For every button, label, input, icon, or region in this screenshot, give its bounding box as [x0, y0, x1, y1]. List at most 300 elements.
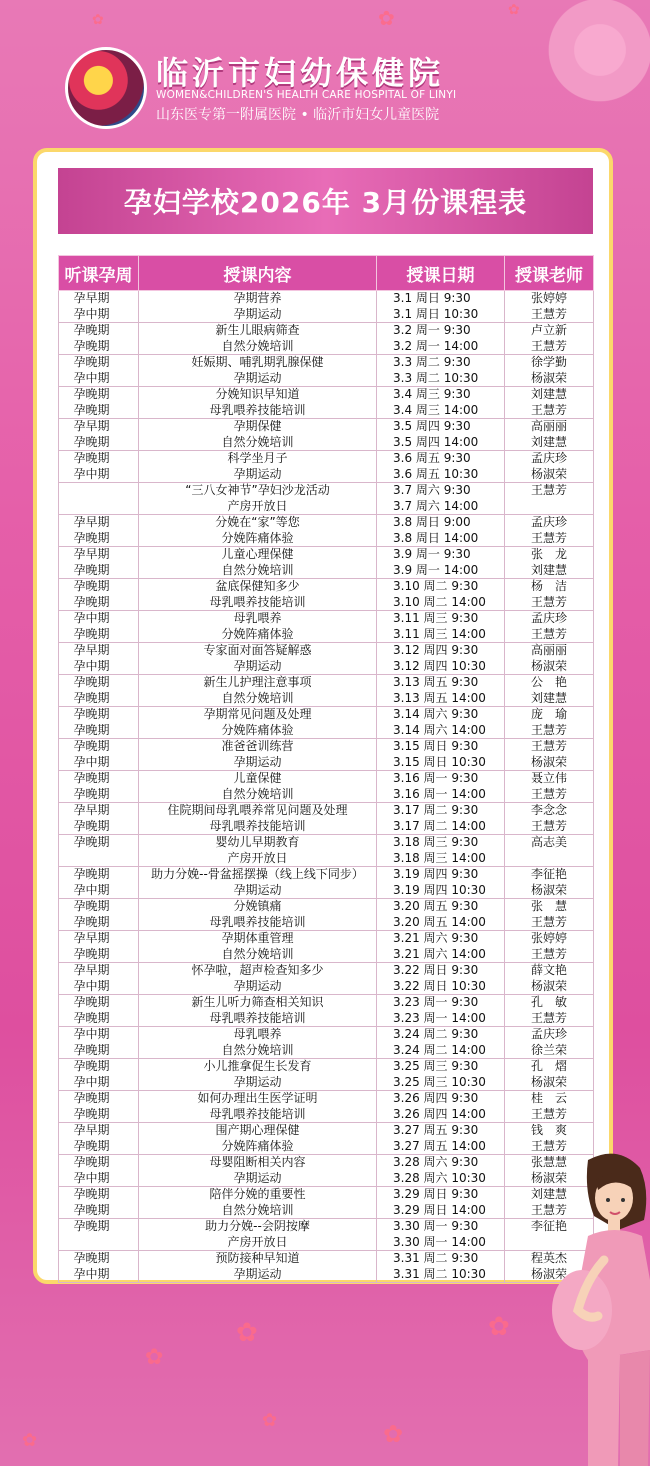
flower-icon: ✿: [383, 1420, 404, 1448]
teacher-cell-line: 庞 瑜: [530, 707, 567, 721]
term-cell-line: 孕早期: [73, 419, 110, 433]
teacher-cell: [505, 643, 594, 675]
topic-cell-line: 母乳喂养技能培训: [209, 818, 306, 833]
table-row: [59, 611, 594, 643]
table-row: [59, 387, 594, 419]
topic-cell: [139, 1027, 377, 1059]
topic-cell: [139, 1123, 377, 1155]
term-cell: [59, 707, 139, 739]
table-row: [59, 995, 594, 1027]
teacher-cell: [505, 323, 594, 355]
topic-cell: [139, 547, 377, 579]
date-cell: [377, 1027, 505, 1059]
teacher-cell-line: 卢立新: [530, 323, 567, 337]
table-row: [59, 1123, 594, 1155]
table-row: [59, 579, 594, 611]
term-cell: [59, 1219, 139, 1251]
date-cell: [377, 707, 505, 739]
teacher-cell-line: 王慧芳: [530, 1106, 567, 1121]
term-cell-line: 孕中期: [73, 658, 110, 673]
table-row: [59, 355, 594, 387]
date-cell: [377, 1187, 505, 1219]
teacher-cell-line: 王慧芳: [530, 402, 567, 417]
topic-cell-line: 自然分娩培训: [221, 338, 294, 353]
table-row: [59, 547, 594, 579]
term-cell: [59, 1059, 139, 1091]
table-row: [59, 323, 594, 355]
term-cell-line: 孕晚期: [73, 451, 110, 465]
topic-cell-line: 孕期运动: [233, 370, 282, 385]
topic-cell-line: 儿童心理保健: [221, 547, 294, 561]
teacher-cell-line: 王慧芳: [530, 946, 567, 961]
date-cell-line: 3.1 周日 10:30: [393, 306, 479, 321]
table-row: [59, 1251, 594, 1283]
teacher-cell-line: 张慧慧: [530, 1155, 567, 1169]
term-cell: [59, 1091, 139, 1123]
date-cell: [377, 483, 505, 515]
topic-cell-line: 自然分娩培训: [221, 690, 294, 705]
date-cell-line: 3.13 周五 14:00: [393, 690, 486, 705]
teacher-cell-line: 孟庆珍: [530, 515, 567, 529]
term-cell-line: 孕晚期: [73, 402, 110, 417]
term-cell-line: [59, 499, 138, 515]
table-row: [59, 291, 594, 323]
teacher-cell: [505, 1027, 594, 1059]
teacher-cell-line: 刘建慧: [530, 562, 567, 577]
topic-cell-line: 分娩阵痛体验: [221, 722, 294, 737]
table-row: [59, 867, 594, 899]
topic-cell-line: 如何办理出生医学证明: [197, 1091, 318, 1105]
hospital-affiliations: 山东医专第一附属医院 • 临沂市妇女儿童医院: [156, 107, 440, 123]
teacher-cell: [505, 963, 594, 995]
term-cell-line: 孕晚期: [73, 914, 110, 929]
topic-cell-line: 助力分娩--会阴按摩: [205, 1219, 310, 1233]
term-cell-line: 孕晚期: [73, 1042, 110, 1057]
term-cell: [59, 387, 139, 419]
date-cell-line: 3.3 周二 10:30: [393, 370, 479, 385]
teacher-cell-line: 张婷婷: [530, 931, 567, 945]
topic-cell: [139, 739, 377, 771]
date-cell-line: 3.31 周二 10:30: [393, 1266, 486, 1281]
date-cell-line: 3.6 周五 10:30: [393, 466, 479, 481]
teacher-cell-line: 杨淑荣: [530, 658, 567, 673]
teacher-cell-line: 程英杰: [530, 1251, 567, 1265]
date-cell-line: 3.10 周二 14:00: [393, 594, 486, 609]
topic-cell-line: 孕期运动: [233, 882, 282, 897]
table-row: [59, 1219, 594, 1251]
topic-cell-line: 母乳喂养技能培训: [209, 594, 306, 609]
date-cell: [377, 739, 505, 771]
date-cell: [377, 867, 505, 899]
topic-cell: [139, 483, 377, 515]
date-cell-line: 3.4 周三 9:30: [393, 387, 471, 401]
table-row: [59, 643, 594, 675]
teacher-cell-line: 孔 敏: [530, 995, 567, 1009]
teacher-cell-line: [505, 851, 593, 867]
term-cell: [59, 1027, 139, 1059]
date-cell-line: 3.17 周二 9:30: [393, 803, 479, 817]
topic-cell: [139, 611, 377, 643]
teacher-cell: [505, 547, 594, 579]
topic-cell: [139, 899, 377, 931]
date-cell-line: 3.8 周日 14:00: [393, 530, 479, 545]
term-cell-line: 孕中期: [73, 882, 110, 897]
topic-cell-line: 孕期运动: [233, 658, 282, 673]
teacher-cell-line: 孔 熠: [530, 1059, 567, 1073]
date-cell: [377, 515, 505, 547]
term-cell: [59, 1187, 139, 1219]
term-cell-line: 孕晚期: [73, 530, 110, 545]
term-cell-line: 孕晚期: [73, 434, 110, 449]
teacher-cell: [505, 771, 594, 803]
date-cell-line: 3.12 周四 10:30: [393, 658, 486, 673]
teacher-cell-line: 高志美: [530, 835, 567, 849]
term-cell-line: [59, 1235, 138, 1251]
date-cell-line: 3.15 周日 10:30: [393, 754, 486, 769]
table-header-row: [59, 256, 594, 291]
topic-cell-line: 专家面对面答疑解惑: [203, 643, 312, 657]
teacher-cell: [505, 291, 594, 323]
teacher-cell: [505, 1091, 594, 1123]
topic-cell-line: 新生儿眼病筛查: [215, 323, 300, 337]
date-cell-line: 3.31 周二 9:30: [393, 1251, 479, 1265]
topic-cell-line: 助力分娩--骨盆摇摆操（线上线下同步）: [151, 867, 364, 881]
term-cell: [59, 803, 139, 835]
term-cell-line: 孕早期: [73, 963, 110, 977]
teacher-cell-line: 杨淑荣: [530, 978, 567, 993]
term-cell: [59, 1251, 139, 1283]
topic-cell-line: 孕期运动: [233, 1074, 282, 1089]
date-cell-line: 3.17 周二 14:00: [393, 818, 486, 833]
term-cell: [59, 963, 139, 995]
topic-cell: [139, 579, 377, 611]
term-cell: [59, 355, 139, 387]
topic-cell-line: 孕期营养: [233, 291, 282, 305]
term-cell-line: 孕晚期: [73, 835, 110, 849]
teacher-cell-line: 刘建慧: [530, 1187, 567, 1201]
date-cell: [377, 643, 505, 675]
date-cell: [377, 995, 505, 1027]
date-cell-line: 3.1 周日 9:30: [393, 291, 471, 305]
date-cell-line: 3.29 周日 9:30: [393, 1187, 479, 1201]
date-cell-line: 3.23 周一 14:00: [393, 1010, 486, 1025]
teacher-cell-line: 李征艳: [530, 867, 567, 881]
teacher-cell: [505, 387, 594, 419]
teacher-cell-line: 李征艳: [530, 1219, 567, 1233]
date-cell-line: 3.20 周五 9:30: [393, 899, 479, 913]
teacher-cell-line: 王慧芳: [530, 306, 567, 321]
date-cell: [377, 1155, 505, 1187]
term-cell-line: 孕早期: [73, 547, 110, 561]
topic-cell: [139, 1091, 377, 1123]
topic-cell: [139, 355, 377, 387]
term-cell-line: 孕中期: [73, 370, 110, 385]
term-cell-line: 孕晚期: [73, 675, 110, 689]
date-cell: [377, 419, 505, 451]
term-cell: [59, 675, 139, 707]
topic-cell-line: 住院期间母乳喂养常见问题及处理: [167, 803, 348, 817]
term-cell: [59, 835, 139, 867]
teacher-cell: [505, 931, 594, 963]
topic-cell-line: 妊娠期、哺乳期乳腺保健: [191, 355, 324, 369]
topic-cell-line: 孕期运动: [233, 978, 282, 993]
teacher-cell-line: 孟庆珍: [530, 611, 567, 625]
term-cell-line: 孕早期: [73, 291, 110, 305]
date-cell: [377, 771, 505, 803]
flower-icon: ✿: [22, 1430, 38, 1451]
date-cell-line: 3.30 周一 14:00: [393, 1234, 486, 1249]
teacher-cell-line: 王慧芳: [530, 818, 567, 833]
term-cell-line: 孕早期: [73, 1123, 110, 1137]
table-row: [59, 771, 594, 803]
teacher-cell: [505, 803, 594, 835]
term-cell: [59, 899, 139, 931]
term-cell-line: 孕晚期: [73, 1106, 110, 1121]
teacher-cell-line: 杨淑荣: [530, 1074, 567, 1089]
date-cell-line: 3.26 周四 14:00: [393, 1106, 486, 1121]
term-cell-line: [59, 851, 138, 867]
teacher-cell: [505, 483, 594, 515]
term-cell-line: 孕晚期: [73, 818, 110, 833]
table-row: [59, 419, 594, 451]
teacher-cell-line: 徐兰荣: [530, 1042, 567, 1057]
date-cell-line: 3.23 周一 9:30: [393, 995, 479, 1009]
teacher-cell-line: 薛文艳: [530, 963, 567, 977]
table-row: [59, 931, 594, 963]
term-cell-line: 孕中期: [73, 1074, 110, 1089]
topic-cell-line: 自然分娩培训: [221, 562, 294, 577]
date-cell-line: 3.16 周一 14:00: [393, 786, 486, 801]
teacher-cell-line: 杨淑荣: [530, 882, 567, 897]
topic-cell-line: 围产期心理保健: [215, 1123, 300, 1137]
topic-cell: [139, 1251, 377, 1283]
topic-cell: [139, 995, 377, 1027]
teacher-cell-line: 公 艳: [530, 675, 567, 689]
teacher-cell-line: 杨 洁: [530, 579, 567, 593]
date-cell-line: 3.18 周三 9:30: [393, 835, 479, 849]
term-cell-line: 孕晚期: [73, 899, 110, 913]
term-cell: [59, 291, 139, 323]
topic-cell: [139, 323, 377, 355]
teacher-cell-line: 王慧芳: [530, 1202, 567, 1217]
term-cell: [59, 1123, 139, 1155]
date-cell-line: 3.22 周日 10:30: [393, 978, 486, 993]
topic-cell-line: 孕期运动: [233, 306, 282, 321]
term-cell: [59, 323, 139, 355]
date-cell-line: 3.5 周四 14:00: [393, 434, 479, 449]
teacher-cell: [505, 675, 594, 707]
term-cell-line: 孕早期: [73, 803, 110, 817]
topic-cell: [139, 1219, 377, 1251]
teacher-cell-line: 杨淑荣: [530, 754, 567, 769]
date-cell-line: 3.19 周四 9:30: [393, 867, 479, 881]
date-cell-line: 3.5 周四 9:30: [393, 419, 471, 433]
topic-cell: [139, 931, 377, 963]
flower-icon: ✿: [508, 2, 520, 18]
term-cell-line: 孕晚期: [73, 626, 110, 641]
term-cell: [59, 451, 139, 483]
topic-cell: [139, 291, 377, 323]
topic-cell-line: 自然分娩培训: [221, 1202, 294, 1217]
date-cell: [377, 1059, 505, 1091]
table-row: [59, 739, 594, 771]
table-row: [59, 515, 594, 547]
date-cell-line: 3.28 周六 9:30: [393, 1155, 479, 1169]
topic-cell-line: 自然分娩培训: [221, 786, 294, 801]
date-cell-line: 3.26 周四 9:30: [393, 1091, 479, 1105]
date-cell-line: 3.10 周二 9:30: [393, 579, 479, 593]
topic-cell-line: 孕期保健: [233, 419, 282, 433]
teacher-cell-line: 杨淑荣: [530, 1170, 567, 1185]
teacher-cell: [505, 995, 594, 1027]
date-cell: [377, 291, 505, 323]
topic-cell: [139, 803, 377, 835]
date-cell: [377, 899, 505, 931]
topic-cell-line: 产房开放日: [227, 850, 288, 865]
topic-cell-line: 预防接种早知道: [215, 1251, 300, 1265]
header-topic: 授课内容: [139, 256, 377, 291]
topic-cell: [139, 963, 377, 995]
hospital-logo: [65, 47, 147, 129]
topic-cell-line: 自然分娩培训: [221, 946, 294, 961]
table-row: [59, 707, 594, 739]
term-cell: [59, 483, 139, 515]
table-row: [59, 1155, 594, 1187]
schedule-body: [59, 291, 594, 1283]
date-cell-line: 3.18 周三 14:00: [393, 850, 486, 865]
term-cell-line: 孕晚期: [73, 1187, 110, 1201]
term-cell: [59, 515, 139, 547]
topic-cell-line: 分娩阵痛体验: [221, 530, 294, 545]
schedule-table: [58, 255, 594, 1283]
table-row: [59, 899, 594, 931]
teacher-cell-line: 王慧芳: [530, 914, 567, 929]
date-cell-line: 3.27 周五 14:00: [393, 1138, 486, 1153]
topic-cell-line: 分娩镇痛: [233, 899, 282, 913]
teacher-cell-line: 王慧芳: [530, 1010, 567, 1025]
term-cell-line: 孕晚期: [73, 722, 110, 737]
teacher-cell-line: 孟庆珍: [530, 1027, 567, 1041]
term-cell: [59, 867, 139, 899]
teacher-cell-line: 王慧芳: [530, 626, 567, 641]
term-cell-line: 孕晚期: [73, 1010, 110, 1025]
teacher-cell-line: 徐学勤: [530, 355, 567, 369]
date-cell: [377, 451, 505, 483]
term-cell: [59, 643, 139, 675]
term-cell-line: 孕中期: [73, 306, 110, 321]
teacher-cell-line: 李念念: [530, 803, 567, 817]
topic-cell-line: 科学坐月子: [227, 451, 288, 465]
topic-cell-line: 陪伴分娩的重要性: [209, 1187, 306, 1201]
date-cell-line: 3.21 周六 14:00: [393, 946, 486, 961]
topic-cell-line: 孕期常见问题及处理: [203, 707, 312, 721]
date-cell-line: 3.6 周五 9:30: [393, 451, 471, 465]
date-cell-line: 3.7 周六 14:00: [393, 498, 479, 513]
date-cell: [377, 1091, 505, 1123]
topic-cell-line: 儿童保健: [233, 771, 282, 785]
teacher-cell: [505, 611, 594, 643]
table-row: [59, 483, 594, 515]
table-row: [59, 675, 594, 707]
flower-icon: ✿: [92, 12, 104, 28]
topic-cell: [139, 1187, 377, 1219]
table-row: [59, 963, 594, 995]
date-cell-line: 3.2 周一 9:30: [393, 323, 471, 337]
term-cell-line: 孕晚期: [73, 739, 110, 753]
table-row: [59, 1091, 594, 1123]
topic-cell: [139, 419, 377, 451]
date-cell-line: 3.7 周六 9:30: [393, 483, 471, 497]
table-row: [59, 1059, 594, 1091]
date-cell: [377, 1123, 505, 1155]
topic-cell: [139, 835, 377, 867]
term-cell-line: 孕晚期: [73, 1138, 110, 1153]
topic-cell: [139, 707, 377, 739]
term-cell: [59, 579, 139, 611]
teacher-cell-line: 王慧芳: [530, 1138, 567, 1153]
topic-cell: [139, 387, 377, 419]
teacher-cell-line: 杨淑荣: [530, 466, 567, 481]
topic-cell-line: “三八女神节”孕妇沙龙活动: [185, 483, 330, 497]
term-cell-line: 孕中期: [73, 466, 110, 481]
date-cell-line: 3.3 周二 9:30: [393, 355, 471, 369]
term-cell-line: 孕晚期: [73, 690, 110, 705]
teacher-cell-line: 桂 云: [530, 1091, 567, 1105]
topic-cell: [139, 771, 377, 803]
teacher-cell: [505, 451, 594, 483]
rose-decoration: [540, 0, 650, 110]
topic-cell-line: 孕期运动: [233, 466, 282, 481]
term-cell-line: 孕中期: [73, 978, 110, 993]
topic-cell-line: 小儿推拿促生长发育: [203, 1059, 312, 1073]
teacher-cell: [505, 515, 594, 547]
topic-cell-line: 新生儿护理注意事项: [203, 675, 312, 689]
teacher-cell: [505, 835, 594, 867]
topic-cell-line: 孕期运动: [233, 1170, 282, 1185]
date-cell: [377, 547, 505, 579]
date-cell-line: 3.19 周四 10:30: [393, 882, 486, 897]
date-cell-line: 3.29 周日 14:00: [393, 1202, 486, 1217]
term-cell-line: 孕中期: [73, 1266, 110, 1281]
term-cell-line: 孕晚期: [73, 707, 110, 721]
term-cell-line: 孕中期: [73, 611, 110, 625]
topic-cell-line: 母乳喂养技能培训: [209, 402, 306, 417]
date-cell-line: 3.20 周五 14:00: [393, 914, 486, 929]
date-cell: [377, 1251, 505, 1283]
topic-cell-line: 产房开放日: [227, 498, 288, 513]
topic-cell: [139, 515, 377, 547]
date-cell-line: 3.21 周六 9:30: [393, 931, 479, 945]
date-cell-line: 3.16 周一 9:30: [393, 771, 479, 785]
date-cell-line: 3.9 周一 9:30: [393, 547, 471, 561]
topic-cell: [139, 451, 377, 483]
flower-icon: ✿: [378, 6, 395, 30]
term-cell-line: 孕晚期: [73, 387, 110, 401]
term-cell-line: 孕晚期: [73, 1202, 110, 1217]
date-cell-line: 3.28 周六 10:30: [393, 1170, 486, 1185]
teacher-cell: [505, 899, 594, 931]
teacher-cell-line: 刘建慧: [530, 434, 567, 449]
flower-icon: ✿: [236, 1318, 258, 1348]
term-cell-line: 孕早期: [73, 931, 110, 945]
term-cell-line: 孕晚期: [73, 995, 110, 1009]
date-cell: [377, 579, 505, 611]
teacher-cell-line: 高丽丽: [530, 643, 567, 657]
table-row: [59, 835, 594, 867]
date-cell: [377, 931, 505, 963]
topic-cell-line: 孕期运动: [233, 754, 282, 769]
teacher-cell: [505, 1059, 594, 1091]
